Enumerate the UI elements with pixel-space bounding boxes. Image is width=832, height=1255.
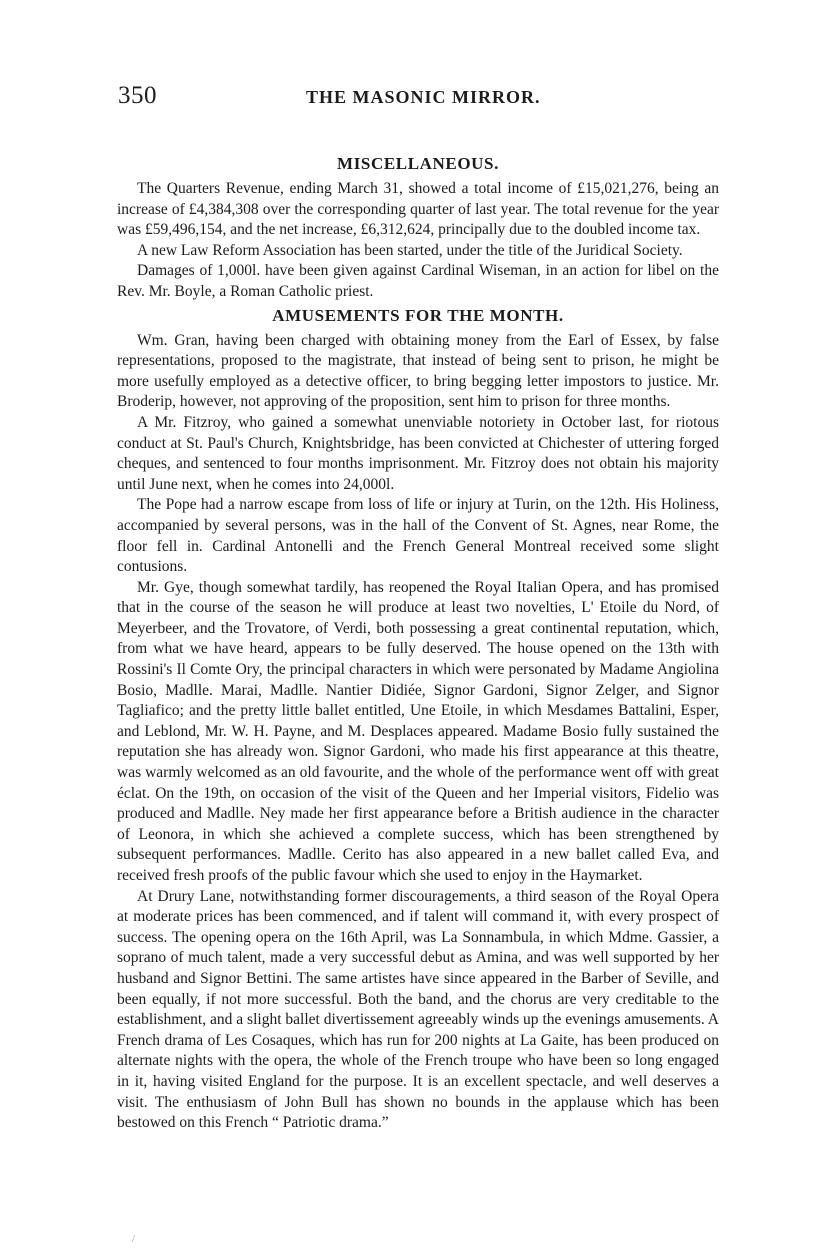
- article-body: [117, 153, 719, 1134]
- page-number: 350: [118, 82, 157, 109]
- section-title-miscellaneous: MISCELLANEOUS.: [337, 154, 499, 173]
- journal-title: THE MASONIC MIRROR.: [306, 87, 541, 107]
- paragraph-drury-lane: At Drury Lane, notwithstanding former discouragements, a third season of the Royal Opera at moderate prices has been commenced, and if talent will command it, with every prospect of success. The opening opera on the 16th April, was La Sonnambula, in which Mdme. Gassier, a soprano of much talent, made a very successful debut as Amina, and was well supported by her husband and Signor Bettini. The same artistes have since appeared in the Barber of Seville, and been equally, if not more successful. Both the band, and the chorus are very creditable to the establishment, and a slight ballet divertissement agreeably winds up the evenings amusements. A French drama of Les Cosaques, which has run for 200 nights at La Gaite, has been produced on alternate nights with the opera, the whole of the French troupe who have been so long engaged in it, having visited England for the purpose. It is an excellent spectacle, and well deserves a visit. The enthusiasm of John Bull has shown no bounds in the applause which has been bestowed on this French “ Patriotic drama.”: [117, 887, 719, 1132]
- running-header: [118, 82, 718, 112]
- paragraph-pope: The Pope had a narrow escape from loss of life or injury at Turin, on the 12th. His Holiness, accompanied by several persons, was in the hall of the Convent of St. Agnes, near Rome, the floor fell in. Cardinal Antonelli and the French General Montreal received some slight contusions.: [117, 496, 719, 576]
- section-title-amusements: AMUSEMENTS FOR THE MONTH.: [272, 305, 564, 325]
- paragraph-fitzroy: A Mr. Fitzroy, who gained a somewhat unenviable notoriety in October last, for riotous conduct at St. Paul's Church, Knightsbridge, has been convicted at Chichester of uttering forged cheques, and sentenced to four months imprisonment. Mr. Fitzroy does not obtain his majority until June next, when he comes into 24,000l.: [117, 413, 719, 493]
- paragraph-law-reform: A new Law Reform Association has been started, under the title of the Juridical Society.: [137, 241, 683, 259]
- paragraph-revenue: The Quarters Revenue, ending March 31, showed a total income of £15,021,276, being an increase of £4,384,308 over the corresponding quarter of last year. The total revenue for the year was £59,496,154, and the net increase, £6,312,624, principally due to the doubled income tax.: [117, 180, 719, 239]
- stray-mark: /: [132, 1234, 135, 1245]
- paragraph-damages: Damages of 1,000l. have been given against Cardinal Wiseman, in an action for libel on the Rev. Mr. Boyle, a Roman Catholic priest.: [117, 262, 719, 300]
- paragraph-royal-italian-opera: Mr. Gye, though somewhat tardily, has reopened the Royal Italian Opera, and has promised that in the course of the season he will produce at least two novelties, L' Etoile du Nord, of Meyerbeer, and the Trovatore, of Verdi, both possessing a great continental reputation, which, from what we have heard, appears to be fully deserved. The house opened on the 13th with Rossini's Il Comte Ory, the principal characters in which were personated by Madame Angiolina Bosio, Madlle. Marai, Madlle. Nantier Didiée, Signor Gardoni, Signor Zelger, and Signor Tagliafico; and the pretty little ballet entitled, Une Etoile, in which Mesdames Battalini, Esper, and Leblond, Mr. W. H. Payne, and M. Desplaces appeared. Madame Bosio fully sustained the reputation she has already won. Signor Gardoni, who made his first appearance at this theatre, was warmly welcomed as an old favourite, and the whole of the performance went off with great éclat. On the 19th, on occasion of the visit of the Queen and her Imperial visitors, Fidelio was produced and Madlle. Ney made her first appearance before a British audience in the character of Leonora, in which she achieved a complete success, which has been strengthened by subsequent performances. Madlle. Cerito has also appeared in a new ballet called Eva, and received fresh proofs of the public favour which she used to enjoy in the Haymarket.: [117, 578, 719, 884]
- paragraph-gran: Wm. Gran, having been charged with obtaining money from the Earl of Essex, by false representations, proposed to the magistrate, that instead of being sent to prison, he might be more usefully employed as a detective officer, to bring begging letter impostors to justice. Mr. Broderip, however, not approving of the proposition, sent him to prison for three months.: [117, 331, 719, 411]
